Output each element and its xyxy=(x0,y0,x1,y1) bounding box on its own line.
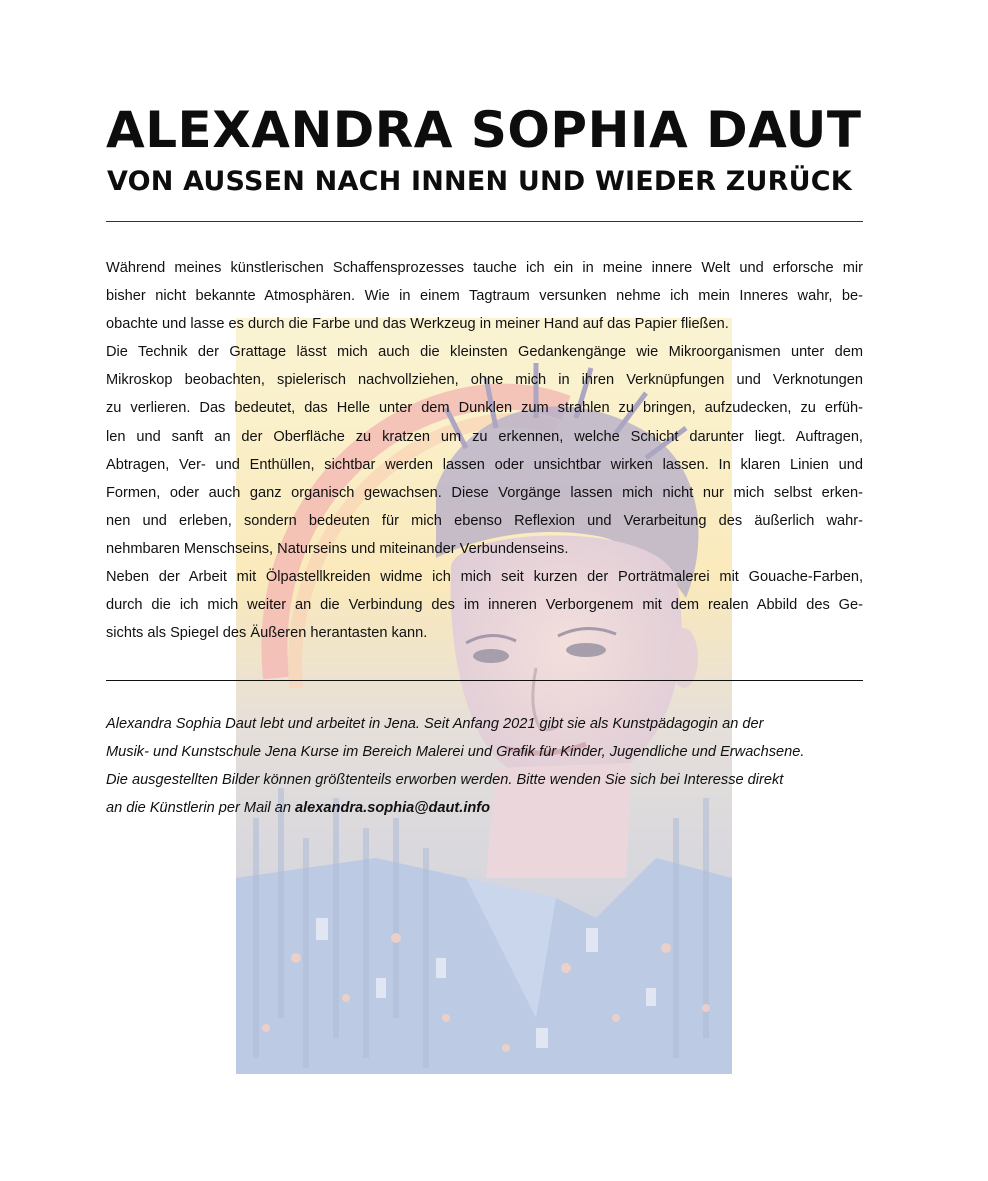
statement-line: zu verlieren. Das bedeutet, das Helle unter dem Dunklen zum strahlen zu bringen, aufzudecken, zu erfüh- xyxy=(106,400,863,417)
statement-line: Während meines künstlerischen Schaffensprozesses tauche ich ein in meine innere Welt und erforsche mir xyxy=(106,260,863,276)
bio-line: Die ausgestellten Bilder können größtenteils erworben werden. Bitte wenden Sie sich bei Interesse direkt xyxy=(106,772,784,789)
statement-line: Formen, oder auch ganz organisch gewachsen. Diese Vorgänge lassen mich nicht nur mich selbst erken- xyxy=(106,484,863,501)
statement-line: bisher nicht bekannte Atmosphären. Wie in einem Tagtraum versunken nehme ich mein Inneres wahr, be- xyxy=(106,288,863,305)
section-divider xyxy=(106,680,863,681)
statement-line: nen und erleben, sondern bedeuten für mich ebenso Reflexion und Verarbeitung des äußerlich wahr- xyxy=(106,512,863,529)
statement-line: Mikroskop beobachten, spielerisch nachvollziehen, ohne mich in ihren Verknüpfungen und Verknotungen xyxy=(106,372,863,389)
page-subtitle: VON AUSSEN NACH INNEN UND WIEDER ZURÜCK xyxy=(107,166,852,197)
statement-line: Neben der Arbeit mit Ölpastellkreiden widme ich mich seit kurzen der Porträtmalerei mit Gouache-Farben, xyxy=(106,569,863,586)
page-title: ALEXANDRA SOPHIA DAUT xyxy=(106,101,862,159)
artist-statement xyxy=(106,254,868,647)
statement-line: obachte und lasse es durch die Farbe und das Werkzeug in meiner Hand auf das Papier fließen. xyxy=(106,316,729,333)
statement-line: Die Technik der Grattage lässt mich auch die kleinsten Gedankengänge wie Mikroorganismen unter dem xyxy=(106,344,863,361)
contact-prefix: an die Künstlerin per Mail an xyxy=(106,800,296,817)
bio-contact-line xyxy=(106,794,863,822)
statement-line: durch die ich mich weiter an die Verbindung des im inneren Verborgenem mit dem realen Abbild des Ge- xyxy=(106,597,863,614)
email-link[interactable]: alexandra.sophia@daut.info xyxy=(295,800,491,817)
bio-line: Musik- und Kunstschule Jena Kurse im Bereich Malerei und Grafik für Kinder, Jugendliche und Erwachsene. xyxy=(106,744,805,761)
statement-line: len und sanft an der Oberfläche zu kratzen um zu erkennen, welche Schicht darunter liegt. Auftragen, xyxy=(106,428,863,445)
bio-line: Alexandra Sophia Daut lebt und arbeitet in Jena. Seit Anfang 2021 gibt sie als Kunstpädagogin an der xyxy=(106,716,764,732)
header-divider xyxy=(106,221,863,222)
statement-line: nehmbaren Menschseins, Naturseins und miteinander Verbundenseins. xyxy=(106,540,569,557)
statement-line: Abtragen, Ver- und Enthüllen, sichtbar werden lassen oder unsichtbar wirken lassen. In klaren Linien und xyxy=(106,456,863,473)
statement-line: sichts als Spiegel des Äußeren herantasten kann. xyxy=(106,625,428,642)
artist-bio xyxy=(106,710,868,822)
